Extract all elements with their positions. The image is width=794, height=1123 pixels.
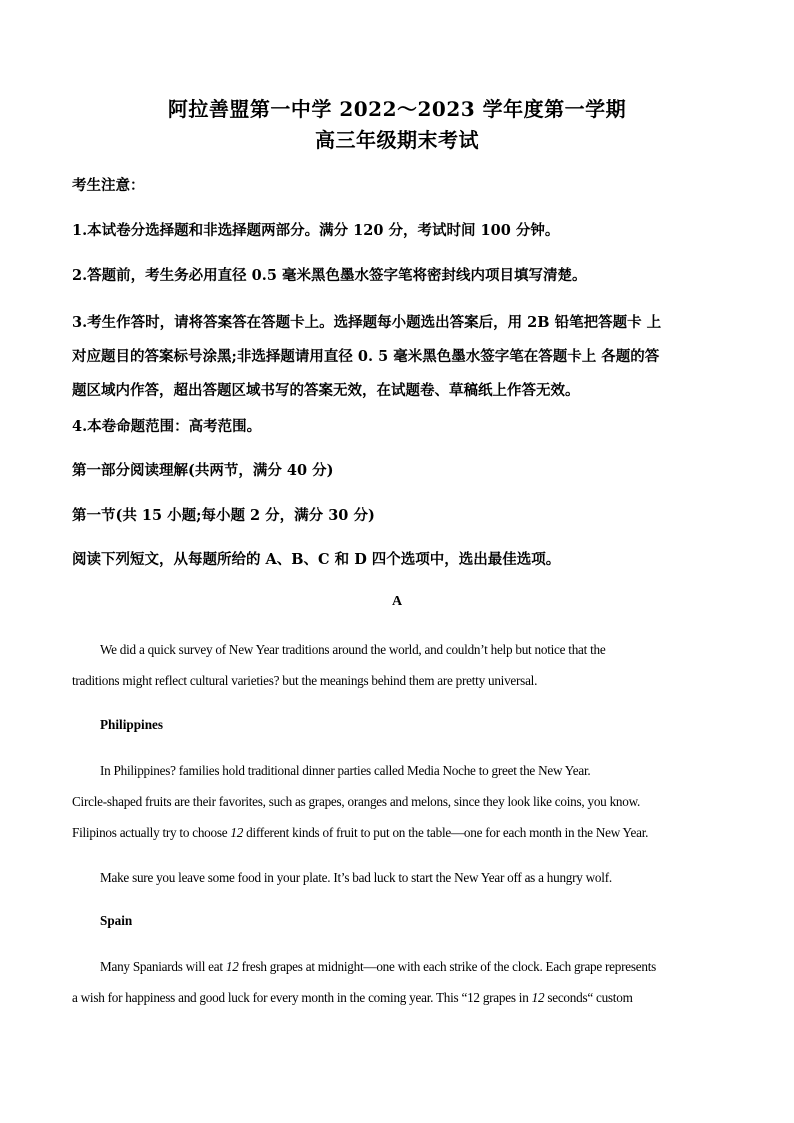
intro-line-2: traditions might reflect cultural varieties? but the meanings behind them are pretty universal. xyxy=(72,673,538,688)
sp-line-1-b: fresh grapes at midnight—one with each strike of the clock. Each grape represents xyxy=(238,959,657,974)
heading-philippines: Philippines xyxy=(100,717,164,732)
section1-heading: 第一节(共 15 小题;每小题 2 分，满分 30 分) xyxy=(72,507,375,524)
ph-line-2: Circle-shaped fruits are their favorites, such as grapes, oranges and melons, since they look like coins, you know. xyxy=(72,794,641,809)
ph-p2-line: Make sure you leave some food in your plate. It’s bad luck to start the New Year off as a hungry wolf. xyxy=(100,870,612,885)
reading-instruction: 阅读下列短文，从每题所给的 A、B、C 和 D 四个选项中，选出最佳选项。 xyxy=(72,551,561,568)
ph-line-3-number: 12 xyxy=(230,825,244,840)
notice-heading: 考生注意： xyxy=(72,177,145,194)
notice-item-2: 2.答题前，考生务必用直径 0.5 毫米黑色墨水签字笔将密封线内项目填写清楚。 xyxy=(72,267,587,284)
exam-subtitle: 高三年级期末考试 xyxy=(315,128,479,152)
heading-spain: Spain xyxy=(100,913,133,928)
notice-item-1: 1.本试卷分选择题和非选择题两部分。满分 120 分，考试时间 100 分钟。 xyxy=(72,222,560,239)
sp-line-2-number: 12 xyxy=(531,990,545,1005)
ph-line-3-a: Filipinos actually try to choose xyxy=(72,825,231,840)
sp-line-2-a: a wish for happiness and good luck for every month in the coming year. This “12 grapes in xyxy=(72,990,532,1005)
notice-item-3-line-3: 题区域内作答，超出答题区域书写的答案无效，在试题卷、草稿纸上作答无效。 xyxy=(72,382,580,399)
sp-line-2 xyxy=(72,982,724,1013)
sp-line-1-number: 12 xyxy=(225,959,239,974)
notice-item-3 xyxy=(72,306,732,408)
notice-item-3-line-2: 对应题目的答案标号涂黑;非选择题请用直径 0. 5 毫米黑色墨水签字笔在答题卡上 各题的答 xyxy=(72,348,660,365)
philippines-paragraph-2 xyxy=(72,862,724,893)
sp-line-1-a: Many Spaniards will eat xyxy=(100,959,226,974)
notice-item-3-line-1: 3.考生作答时，请将答案答在答题卡上。选择题每小题选出答案后，用 2B 铅笔把答题卡 上 xyxy=(72,314,662,331)
philippines-paragraph xyxy=(72,755,724,848)
ph-line-3-b: different kinds of fruit to put on the table—one for each month in the New Year. xyxy=(243,825,649,840)
ph-line-1: In Philippines? families hold traditional dinner parties called Media Noche to greet the New Year. xyxy=(100,763,591,778)
intro-line-1: We did a quick survey of New Year traditions around the world, and couldn’t help but notice that the xyxy=(100,642,606,657)
sp-line-2-b: seconds“ custom xyxy=(544,990,633,1005)
part1-heading: 第一部分阅读理解(共两节，满分 40 分) xyxy=(72,462,334,479)
notice-item-4: 4.本卷命题范围：高考范围。 xyxy=(72,418,262,435)
spain-paragraph xyxy=(72,951,724,1013)
passage-intro xyxy=(72,634,724,696)
passage-label: A xyxy=(391,594,403,609)
ph-line-3 xyxy=(72,817,724,848)
sp-line-1 xyxy=(72,951,724,982)
exam-title: 阿拉善盟第一中学 2022～2023 学年度第一学期 xyxy=(167,97,627,121)
